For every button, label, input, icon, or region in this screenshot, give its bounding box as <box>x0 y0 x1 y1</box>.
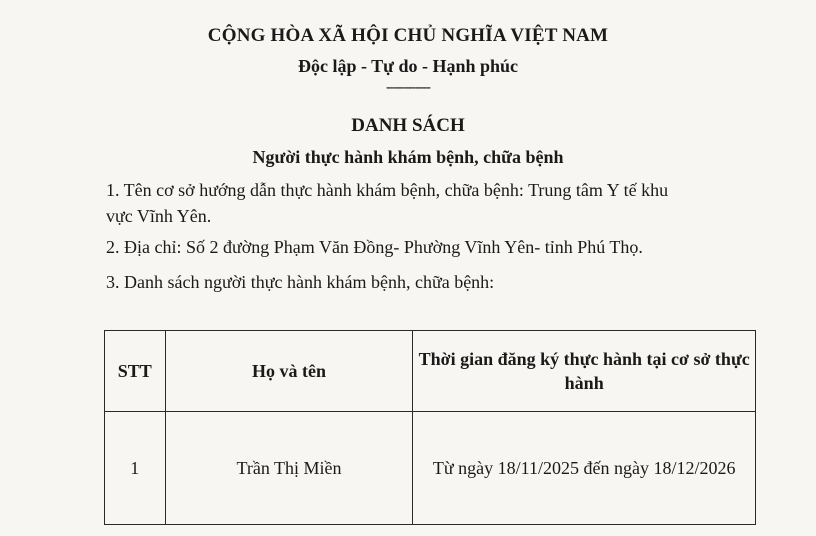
item-1-line-2: vực Vĩnh Yên. <box>106 206 212 226</box>
cell-name: Trần Thị Miền <box>165 412 413 525</box>
document-subtitle: Người thực hành khám bệnh, chữa bệnh <box>252 147 564 167</box>
national-title: CỘNG HÒA XÃ HỘI CHỦ NGHĨA VIỆT NAM <box>207 25 609 46</box>
cell-time: Từ ngày 18/11/2025 đến ngày 18/12/2026 <box>413 412 756 525</box>
item-1-line-1: 1. Tên cơ sở hướng dẫn thực hành khám bệnh, chữa bệnh: Trung tâm Y tế khu <box>106 180 669 200</box>
document-title: DANH SÁCH <box>351 115 465 136</box>
practitioner-table <box>104 330 756 525</box>
item-3-list-heading: 3. Danh sách người thực hành khám bệnh, chữa bệnh: <box>106 272 495 292</box>
header-stt: STT <box>105 331 166 412</box>
table-header-row <box>105 331 756 412</box>
item-2-address: 2. Địa chỉ: Số 2 đường Phạm Văn Đồng- Phường Vĩnh Yên- tỉnh Phú Thọ. <box>106 237 643 257</box>
header-time: Thời gian đăng ký thực hành tại cơ sở thực hành <box>413 331 756 412</box>
national-motto: Độc lập - Tự do - Hạnh phúc <box>297 56 519 76</box>
cell-stt: 1 <box>105 412 166 525</box>
header-separator: ------------ <box>386 80 430 95</box>
table-row <box>105 412 756 525</box>
header-name: Họ và tên <box>165 331 413 412</box>
